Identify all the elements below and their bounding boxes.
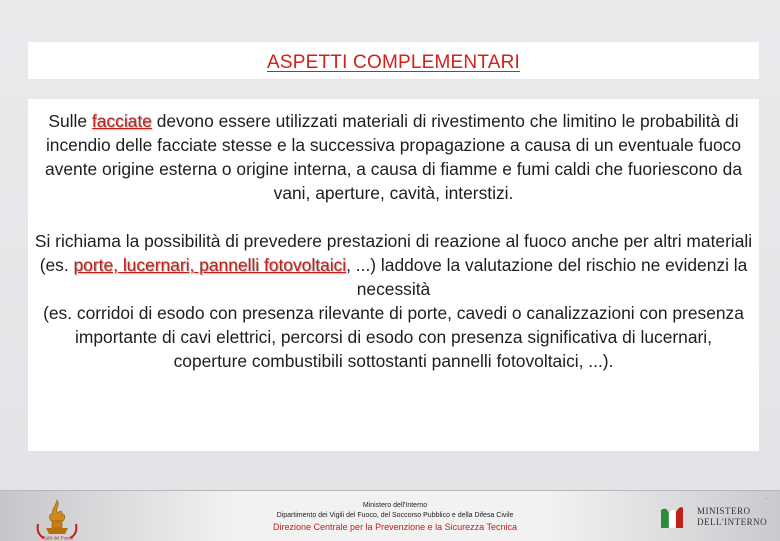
italian-flag-icon [659, 504, 685, 530]
footer-department: Dipartimento dei Vigili del Fuoco, del Soccorso Pubblico e della Difesa Civile [276, 512, 514, 519]
vigili-del-fuoco-emblem-icon [32, 494, 82, 540]
p2-highlight: porte, lucernari, pannelli fotovoltaici [73, 255, 347, 275]
p2-text-before: Si richiama la possibilità di prevedere prestazioni di reazione al fuoco anche per altri materiali (es. [34, 231, 753, 275]
p1-highlight: facciate [91, 111, 152, 131]
emblem-text: Vigili del Fuoco [40, 536, 74, 540]
footer-direction: Direzione Centrale per la Prevenzione e la Sicurezza Tecnica [273, 522, 517, 532]
ministry-logo-line1: MINISTERO [697, 506, 751, 516]
footer-bar [0, 490, 780, 541]
slide-title: ASPETTI COMPLEMENTARI [267, 52, 520, 73]
paragraph-facciate [28, 99, 759, 205]
p1-text-before: Sulle [48, 111, 92, 131]
p2-line-c: coperture combustibili sottostanti pannelli fotovoltaici, ...). [173, 351, 614, 371]
ministry-logo-text [697, 506, 767, 528]
footer-ministry: Ministero dell'Interno [362, 502, 428, 509]
corner-mark: . [766, 495, 768, 501]
p1-text-after: devono essere utilizzati materiali di rivestimento che limitino le probabilità di incendio delle facciate stesse e la successiva propagazione a causa di un eventuale fuoco avente origine esterna o origine interna, a causa di fiamme e fumi caldi che fuoriescono da vani, aperture, cavità, interstizi. [45, 111, 742, 203]
content-box [28, 99, 759, 451]
p2-text-after: , ...) laddove la valutazione del rischio ne evidenzi la necessità [346, 255, 748, 299]
ministero-interno-logo [655, 499, 775, 535]
title-box [28, 42, 759, 79]
ministry-logo-line2: DELL'INTERNO [697, 517, 768, 527]
p2-line-b: (es. corridoi di esodo con presenza rilevante di porte, cavedi o canalizzazioni con presenza importante di cavi elettrici, percorsi di esodo con presenza significativa di lucernari, [43, 303, 744, 347]
paragraph-reazione-fuoco [28, 229, 759, 373]
